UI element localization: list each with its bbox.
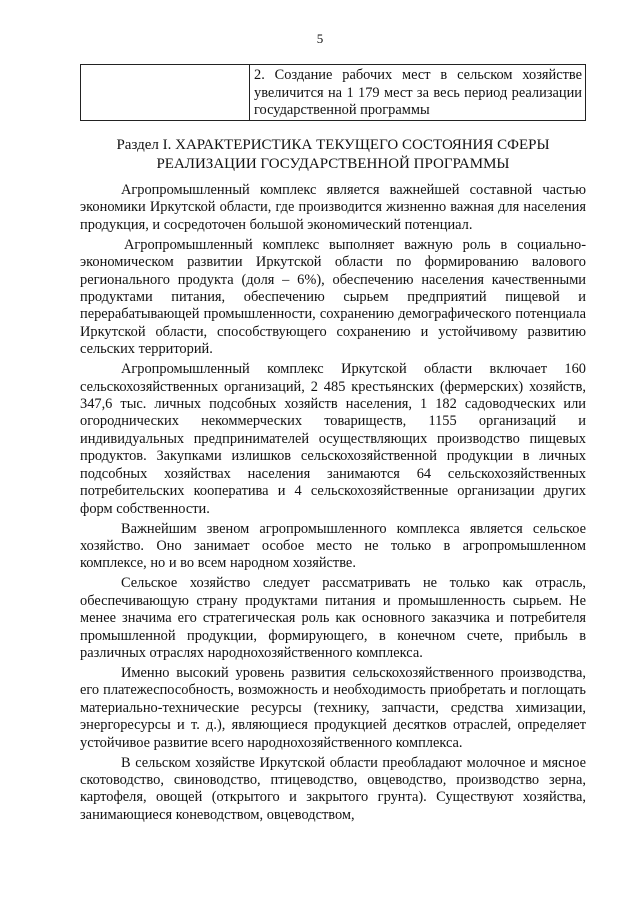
continuation-table bbox=[80, 64, 586, 121]
table-cell-left bbox=[81, 65, 250, 121]
paragraph-1: Агропромышленный комплекс является важнейшей составной частью экономики Иркутской области, где производится жизненно важная для населения продукция, и сосредоточен большой экономический потенциал. bbox=[80, 182, 586, 233]
paragraph-7: В сельском хозяйстве Иркутской области преобладают молочное и мясное скотоводство, свиноводство, птицеводство, овцеводство, производство зерна, картофеля, овощей (открытого и закрытого грунта). Существуют хозяйства, занимающиеся коневодством, овцеводством, bbox=[80, 754, 586, 823]
paragraph-2: Агропромышленный комплекс выполняет важную роль в социально-экономическом развитии Иркутской области по формированию валового регионального продукта (доля – 6%), обеспечению населения качественными продуктами питания, обеспечению сырьем предприятий пищевой и перерабатывающей промышленности, сохранению демографического потенциала Иркутской области, способствующего сохранению и устойчивому развитию сельских территорий. bbox=[80, 236, 586, 358]
table-cell-right: 2. Создание рабочих мест в сельском хозяйстве увеличится на 1 179 мест за весь период реализации государственной программы bbox=[250, 65, 586, 121]
section-title-line-2: РЕАЛИЗАЦИИ ГОСУДАРСТВЕННОЙ ПРОГРАММЫ bbox=[156, 156, 510, 172]
paragraph-4: Важнейшим звеном агропромышленного комплекса является сельское хозяйство. Оно занимает особое место не только в агропромышленном комплексе, но и во всем народном хозяйстве. bbox=[80, 520, 586, 572]
section-title bbox=[80, 136, 586, 174]
paragraph-5: Сельское хозяйство следует рассматривать не только как отрасль, обеспечивающую страну продуктами питания и промышленность сырьем. Не менее значима его стратегическая роль как основного заказчика и потребителя промышленной продукции, формирующего, в конечном счете, прибыль в различных отраслях народнохозяйственного комплекса. bbox=[80, 575, 586, 661]
paragraph-3: Агропромышленный комплекс Иркутской области включает 160 сельскохозяйственных организаций, 2 485 крестьянских (фермерских) хозяйств, 347,6 тыс. личных подсобных хозяйств населения, 1 182 садоводческих или огороднических некоммерческих товариществ, 1155 организаций и индивидуальных предпринимателей осуществляющих производство пищевых продуктов. Закупками излишков сельскохозяйственной продукции в личных подсобных хозяйствах населения занимаются 64 сельскохозяйственных потребительских кооператива и 4 сельскохозяйственные организации других форм собственности. bbox=[80, 361, 586, 517]
paragraph-6: Именно высокий уровень развития сельскохозяйственного производства, его платежеспособность, возможность и необходимость приобретать и поглощать материально-технические ресурсы (технику, запчасти, средства химизации, энергоресурсы и т. д.), являющиеся продукцией десятков отраслей, определяет устойчивое развитие всего народнохозяйственного комплекса. bbox=[80, 664, 586, 751]
body-text bbox=[80, 182, 586, 827]
page-number: 5 bbox=[316, 31, 324, 46]
table-row bbox=[81, 65, 586, 121]
section-title-line-1: Раздел I. ХАРАКТЕРИСТИКА ТЕКУЩЕГО СОСТОЯНИЯ СФЕРЫ bbox=[116, 137, 550, 153]
